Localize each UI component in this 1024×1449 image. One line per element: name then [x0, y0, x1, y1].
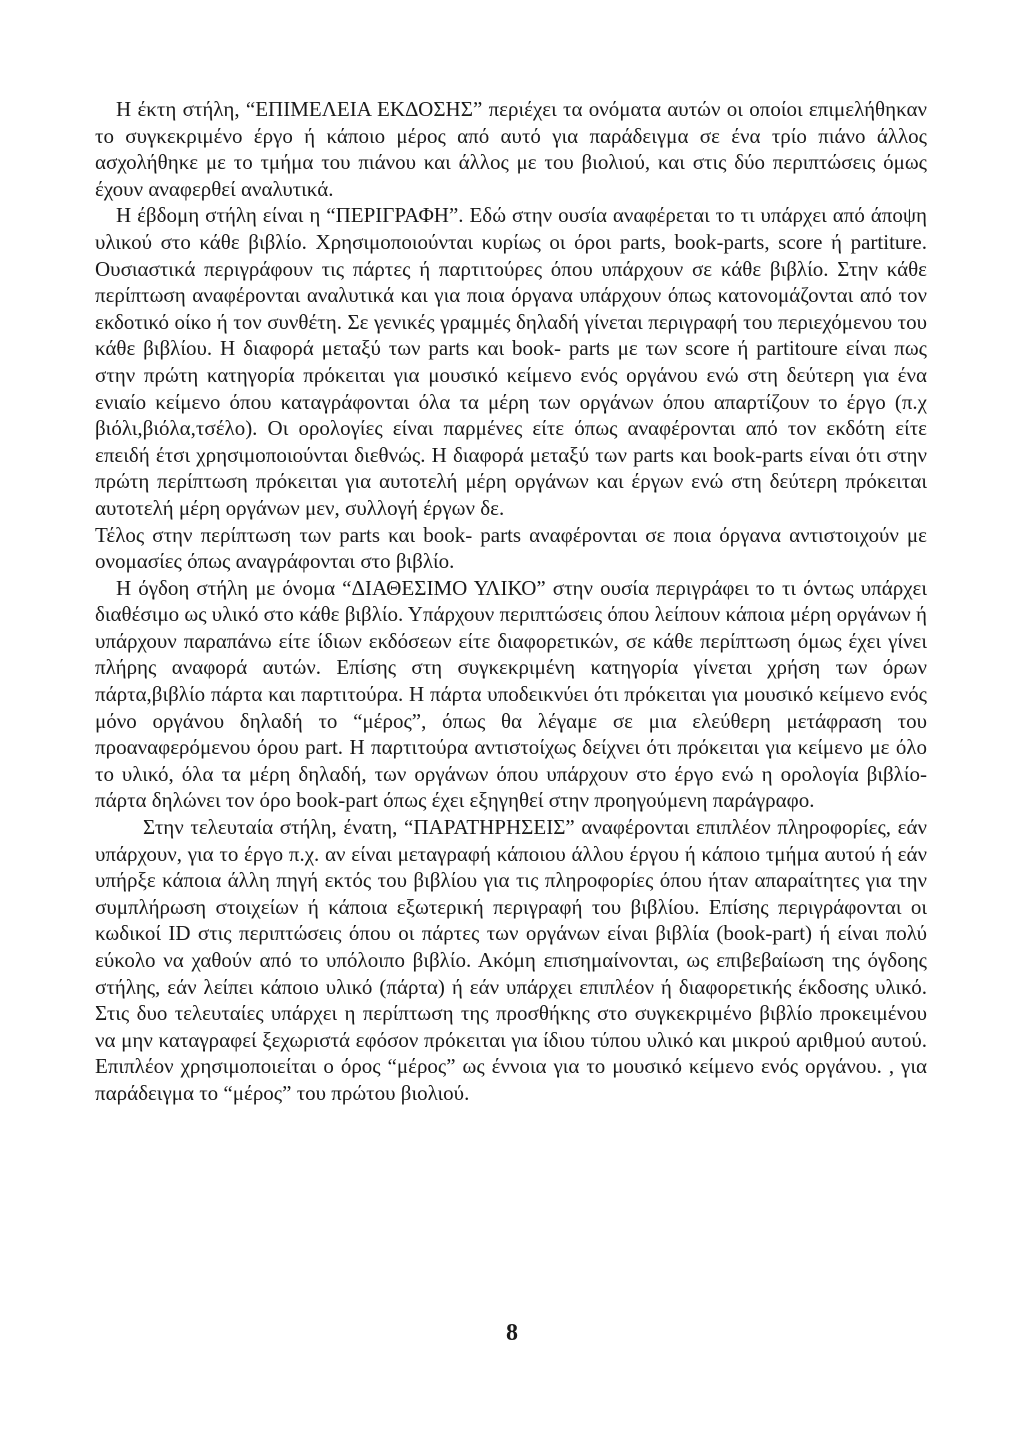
page-number: 8: [506, 1320, 518, 1346]
paragraph-parts-summary: Τέλος στην περίπτωση των parts και book- parts αναφέρονται σε ποια όργανα αντιστοιχούν με ονομασίες όπως αναγράφονται στο βιβλίο.: [95, 522, 927, 574]
paragraph-sixth-column: Η έκτη στήλη, “ΕΠΙΜΕΛΕΙΑ ΕΚΔΟΣΗΣ” περιέχει τα ονόματα αυτών οι οποίοι επιμελήθηκαν το συγκεκριμένο έργο ή κάποιο μέρος από αυτό για παράδειγμα σε ένα τρίο πιάνο άλλος ασχολήθηκε με το τμήμα του πιάνου και άλλος με του βιολιού, και στις δύο περιπτώσεις όμως έχουν αναφερθεί αναλυτικά.: [95, 97, 927, 201]
document-body: [95, 96, 927, 1107]
paragraph-seventh-column: Η έβδομη στήλη είναι η “ΠΕΡΙΓΡΑΦΗ”. Εδώ στην ουσία αναφέρεται το τι υπάρχει από άποψη υλικού στο κάθε βιβλίο. Χρησιμοποιούνται κυρίως οι όροι parts, book-parts, score ή partiture. Ουσιαστικά περιγράφουν τις πάρτες ή παρτιτούρες όπου υπάρχουν σε κάθε βιβλίο. Στην κάθε περίπτωση αναφέρονται αναλυτικά και για ποια όργανα υπάρχουν όπως κατονομάζονται από τον εκδοτικό οίκο ή τον συνθέτη. Σε γενικές γραμμές δηλαδή γίνεται περιγραφή του περιεχόμενου του κάθε βιβλίου. Η διαφορά μεταξύ των parts και book- parts με των score ή partitoure είναι πως στην πρώτη κατηγορία πρόκειται για μουσικό κείμενο ενός οργάνου ενώ στη δεύτερη για ένα ενιαίο κείμενο όπου καταγράφονται όλα τα μέρη των οργάνων όπου απαρτίζουν το έργο (π.χ βιόλι,βιόλα,τσέλο). Οι ορολογίες είναι παρμένες είτε όπως αναφέρονται από τον εκδότη είτε επειδή έτσι χρησιμοποιούνται διεθνώς. Η διαφορά μεταξύ των parts και book-parts είναι ότι στην πρώτη περίπτωση πρόκειται για αυτοτελή μέρη οργάνων και έργων ενώ στη δεύτερη πρόκειται αυτοτελή μέρη οργάνων μεν, συλλογή έργων δε.: [95, 203, 927, 520]
paragraph-eighth-column: Η όγδοη στήλη με όνομα “ΔΙΑΘΕΣΙΜΟ ΥΛΙΚΟ” στην ουσία περιγράφει το τι όντως υπάρχει διαθέσιμο ως υλικό στο κάθε βιβλίο. Υπάρχουν περιπτώσεις όπου λείπουν κάποια μέρη οργάνων ή υπάρχουν παραπάνω είτε ίδιων εκδόσεων είτε διαφορετικών, σε κάθε περίπτωση όμως έχει γίνει πλήρης αναφορά αυτών. Επίσης στη συγκεκριμένη κατηγορία γίνεται χρήση των όρων πάρτα,βιβλίο πάρτα και παρτιτούρα. Η πάρτα υποδεικνύει ότι πρόκειται για μουσικό κείμενο ενός μόνο οργάνου δηλαδή το “μέρος”, όπως θα λέγαμε σε μια ελεύθερη μετάφραση του προαναφερόμενου όρου part. Η παρτιτούρα αντιστοίχως δείχνει ότι πρόκειται για κείμενο με όλο το υλικό, όλα τα μέρη δηλαδή, των οργάνων όπου υπάρχουν στο έργο ενώ η ορολογία βιβλίο-πάρτα δηλώνει τον όρο book-part όπως έχει εξηγηθεί στην προηγούμενη παράγραφο.: [95, 575, 927, 813]
paragraph-ninth-column: Στην τελευταία στήλη, ένατη, “ΠΑΡΑΤΗΡΗΣΕΙΣ” αναφέρονται επιπλέον πληροφορίες, εάν υπάρχουν, για το έργο π.χ. αν είναι μεταγραφή κάποιου άλλου έργου ή κάποιο τμήμα αυτού ή εάν υπήρξε κάποια άλλη πηγή εκτός του βιβλίου για τις πληροφορίες όπου ήταν απαραίτητες για την συμπλήρωση στοιχείων ή κάποια εξωτερική περιγραφή του βιβλίου. Επίσης περιγράφονται οι κωδικοί ID στις περιπτώσεις όπου οι πάρτες των οργάνων είναι βιβλία (book-part) ή είναι πολύ εύκολο να χαθούν από το υπόλοιπο βιβλίο. Ακόμη επισημαίνονται, ως επιβεβαίωση της όγδοης στήλης, εάν λείπει κάποιο υλικό (πάρτα) ή εάν υπάρχει επιπλέον ή διαφορετικής έκδοσης υλικό. Στις δυο τελευταίες υπάρχει η περίπτωση της προσθήκης στο συγκεκριμένο βιβλίο προκειμένου να μην καταγραφεί ξεχωριστά εφόσον πρόκειται για ίδιου τύπου υλικό και μικρού αριθμού αυτού. Επιπλέον χρησιμοποιείται ο όρος “μέρος” ως έννοια για το μουσικό κείμενο ενός οργάνου. , για παράδειγμα το “μέρος” του πρώτου βιολιού.: [95, 815, 927, 1105]
